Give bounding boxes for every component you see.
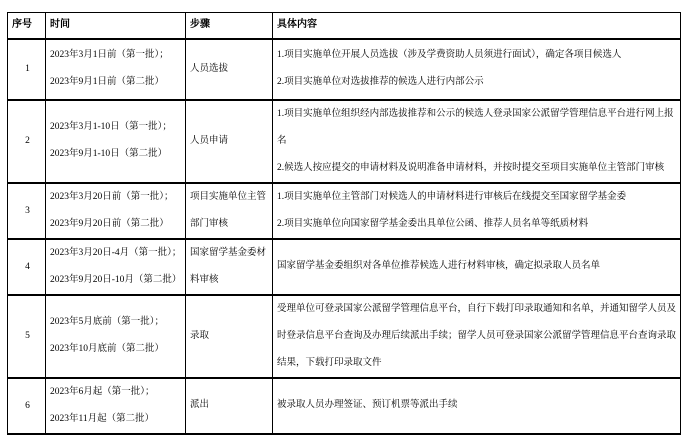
time-line: 2023年3月1日前（第一批）； xyxy=(50,50,169,60)
row-number-cell: 4 xyxy=(8,239,46,295)
row-number-cell: 3 xyxy=(8,183,46,239)
content-cell xyxy=(273,39,681,100)
table-row xyxy=(8,295,681,378)
content-item: 受理单位可登录国家公派留学管理信息平台，自行下载打印录取通知和名单，并通知留学人员及时登录信息平台查询及办理后续派出手续；留学人员可登录国家公派留学管理信息平台查询录取结果，下载打印录取文件 xyxy=(277,303,677,368)
content-cell xyxy=(273,378,681,434)
time-cell xyxy=(46,183,186,239)
header-step: 步骤 xyxy=(186,13,273,39)
content-item: 2.项目实施单位对选拔推荐的候选人进行内部公示 xyxy=(277,77,484,87)
table-row xyxy=(8,39,681,100)
time-line: 2023年9月20日-10月（第二批） xyxy=(50,274,182,285)
row-number-cell: 2 xyxy=(8,100,46,183)
time-line: 2023年9月1日前（第二批） xyxy=(50,77,165,87)
content-item: 1.项目实施单位组织经内部选拔推荐和公示的候选人登录国家公派留学管理信息平台进行网上报名 xyxy=(277,108,674,146)
time-line: 2023年11月起（第二批） xyxy=(50,413,155,424)
header-no: 序号 xyxy=(8,13,46,39)
schedule-table xyxy=(7,12,681,435)
time-line: 2023年6月起（第一批）； xyxy=(50,386,155,397)
row-number-cell: 1 xyxy=(8,39,46,100)
table-row xyxy=(8,100,681,183)
table-row xyxy=(8,378,681,434)
document-page xyxy=(7,12,680,435)
row-number-cell: 6 xyxy=(8,378,46,434)
step-cell: 派出 xyxy=(186,378,273,434)
content-cell xyxy=(273,295,681,378)
content-cell xyxy=(273,100,681,183)
content-item: 被录取人员办理签证、预订机票等派出手续 xyxy=(277,400,458,410)
content-item: 2.候选人按应提交的申请材料及说明准备申请材料，并按时提交至项目实施单位主管部门审核 xyxy=(277,162,665,173)
time-line: 2023年3月20日-4月（第一批）； xyxy=(50,247,182,258)
table-row xyxy=(8,239,681,295)
row-number-cell: 5 xyxy=(8,295,46,378)
content-item: 1.项目实施单位开展人员选拔（涉及学费资助人员须进行面试），确定各项目候选人 xyxy=(277,50,622,60)
content-item: 1.项目实施单位主管部门对候选人的申请材料进行审核后在线提交至国家留学基金委 xyxy=(277,191,627,202)
time-line: 2023年3月1-10日（第一批）； xyxy=(50,122,172,132)
time-line: 2023年3月20日前（第一批）； xyxy=(50,191,174,202)
table-row xyxy=(8,183,681,239)
header-time: 时间 xyxy=(46,13,186,39)
content-cell xyxy=(273,239,681,295)
content-cell xyxy=(273,183,681,239)
header-content: 具体内容 xyxy=(273,13,681,39)
step-cell: 人员选拔 xyxy=(186,39,273,100)
time-cell xyxy=(46,39,186,100)
header-row xyxy=(8,13,681,39)
content-item: 国家留学基金委组织对各单位推荐候选人进行材料审核，确定拟录取人员名单 xyxy=(277,261,601,271)
time-line: 2023年9月1-10日（第二批） xyxy=(50,149,168,159)
time-cell xyxy=(46,100,186,183)
step-cell: 国家留学基金委材料审核 xyxy=(186,239,273,295)
time-cell xyxy=(46,295,186,378)
time-cell xyxy=(46,239,186,295)
time-line: 2023年9月20日前（第二批） xyxy=(50,218,169,229)
step-cell: 人员申请 xyxy=(186,100,273,183)
time-line: 2023年5月底前（第一批）； xyxy=(50,317,165,327)
time-cell xyxy=(46,378,186,434)
step-cell: 录取 xyxy=(186,295,273,378)
step-cell: 项目实施单位主管部门审核 xyxy=(186,183,273,239)
time-line: 2023年10月底前（第二批） xyxy=(50,344,165,354)
content-item: 2.项目实施单位向国家留学基金委出具单位公函、推荐人员名单等纸质材料 xyxy=(277,218,589,229)
